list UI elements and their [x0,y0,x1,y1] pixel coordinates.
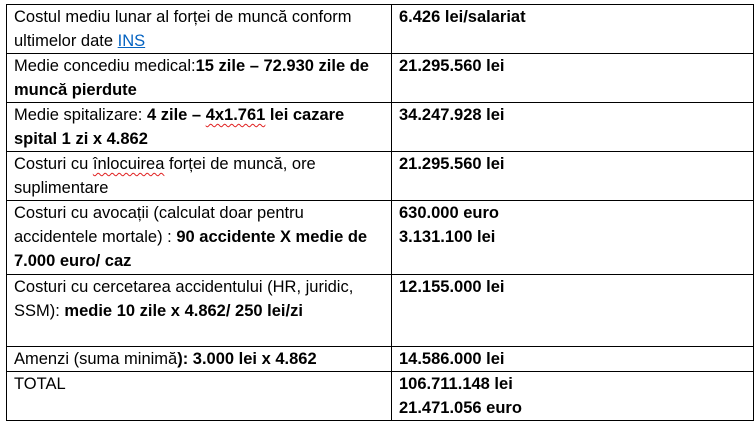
label-text: Costuri cu [14,155,93,173]
value-cell [392,347,754,372]
label-text: Costuri cu avocații (calculat doar pentru accidentele mortale) : [14,204,304,246]
label-bold-text: ): 3.000 lei x 4.862 [177,350,317,368]
total-value-lei: 106.711.148 lei [399,375,513,393]
value-text: 630.000 euro [399,204,499,222]
value-text: 12.155.000 lei [399,278,505,296]
label-text: Medie spitalizare: [14,106,147,124]
cost-table [6,4,754,421]
value-text: 6.426 lei/salariat [399,8,526,26]
table-row [7,275,754,347]
value-cell [392,372,754,421]
table-row [7,347,754,372]
table-row [7,54,754,103]
table-row [7,5,754,54]
value-text: 3.131.100 lei [399,228,496,246]
total-row [7,372,754,421]
label-text: Costuri cu cercetarea accidentului (HR, juridic, SSM): [14,278,354,320]
label-cell [7,152,392,201]
label-cell [7,347,392,372]
total-value-euro: 21.471.056 euro [399,399,522,417]
value-text: 34.247.928 lei [399,106,505,124]
label-text: Amenzi (suma minimă [14,350,178,368]
table-row [7,152,754,201]
table-row [7,103,754,152]
value-cell [392,54,754,103]
label-cell [7,103,392,152]
value-text: 14.586.000 lei [399,350,505,368]
value-cell [392,5,754,54]
label-bold-text: 90 accidente X medie de 7.000 euro/ caz [14,228,368,270]
table-row [7,201,754,275]
spellcheck-flagged-text: înlocuirea [92,155,165,173]
value-cell [392,275,754,347]
label-cell [7,372,392,421]
label-cell [7,5,392,54]
total-label: TOTAL [14,375,66,393]
label-bold-text: medie 10 zile x 4.862/ 250 lei/zi [64,302,303,320]
label-bold-text: 4 zile – [146,106,206,124]
label-text: Medie concediu medical: [14,57,196,75]
label-cell [7,275,392,347]
value-cell [392,201,754,275]
spellcheck-flagged-text: 4x1.761 [205,106,266,124]
label-bold-text: 15 zile – 72.930 zile de muncă pierdute [14,57,369,99]
label-bold-text: lei cazare spital 1 zi x 4.862 [14,106,345,148]
ins-link[interactable]: INS [117,32,146,50]
value-text: 21.295.560 lei [399,57,505,75]
label-cell [7,54,392,103]
value-cell [392,152,754,201]
label-text: forței de muncă, ore suplimentare [14,155,316,197]
label-cell [7,201,392,275]
label-text: Costul mediu lunar al forței de muncă conform ultimelor date [14,8,352,50]
value-cell [392,103,754,152]
value-text: 21.295.560 lei [399,155,505,173]
